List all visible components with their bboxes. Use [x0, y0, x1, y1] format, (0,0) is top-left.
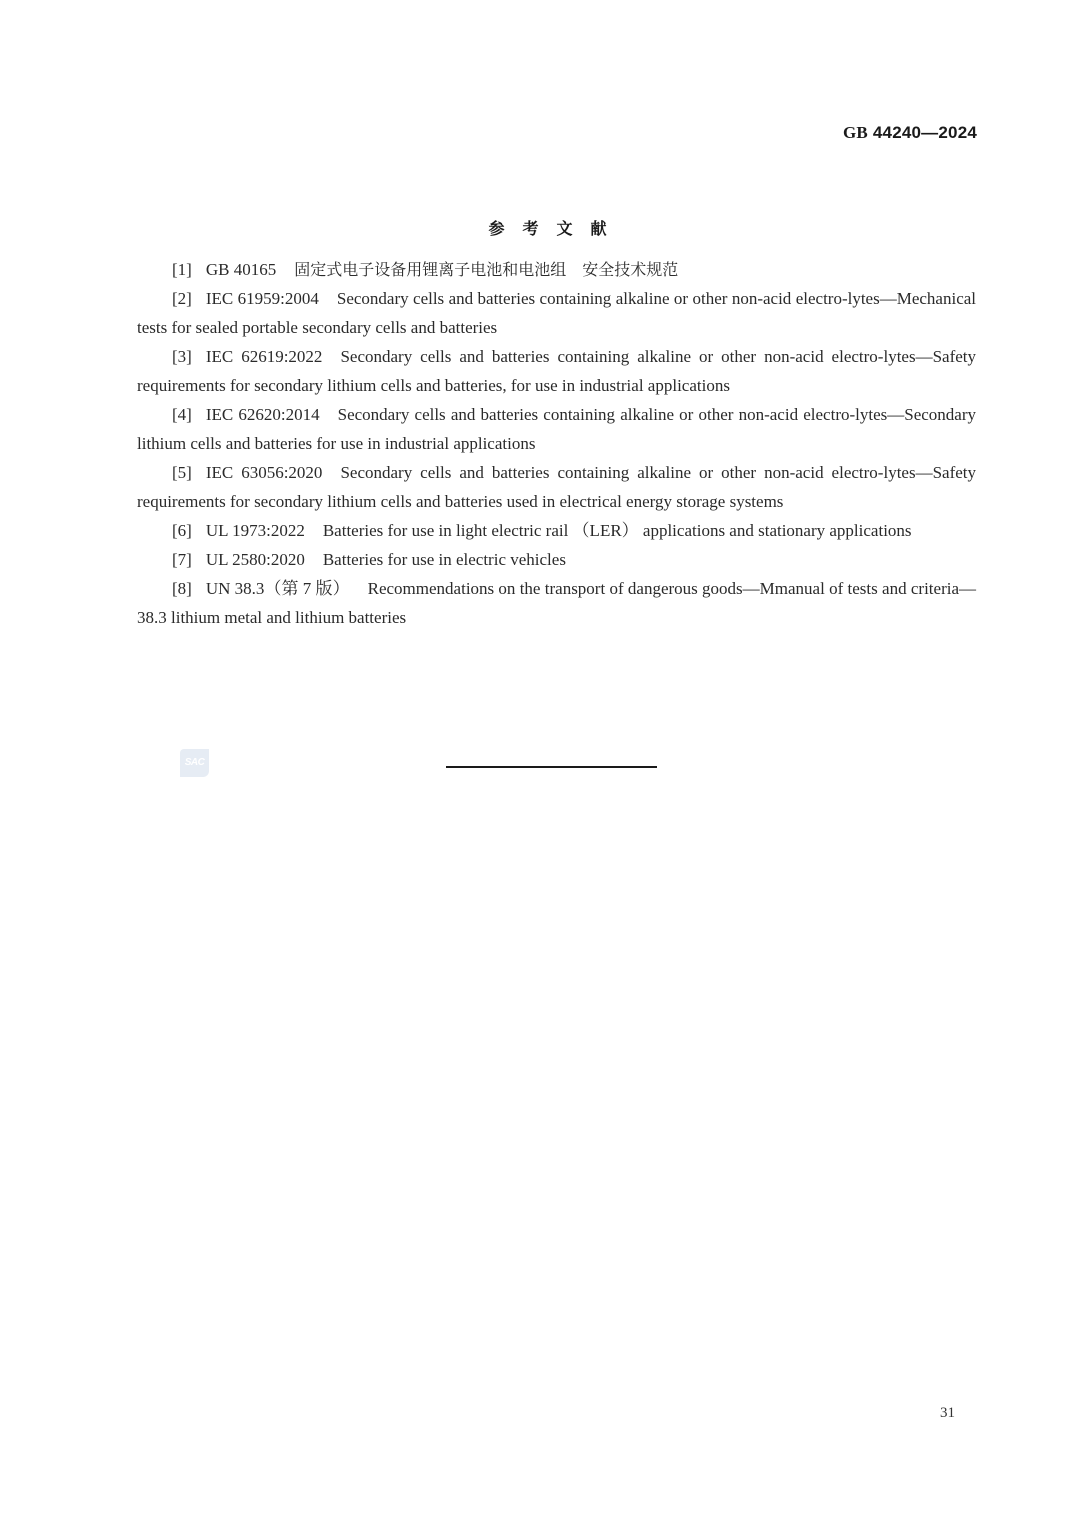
reference-title: Secondary cells and batteries containing alkaline or other non-acid electro-lytes—Safety requirements for secondary lithium cells and batteries, for use in industrial applications: [137, 347, 977, 395]
reference-number: [3]: [172, 347, 192, 366]
reference-item: [137, 284, 976, 342]
page-number: 31: [940, 1405, 955, 1421]
reference-number: [2]: [172, 289, 192, 308]
end-of-document-rule: [446, 766, 657, 768]
reference-list: [137, 255, 976, 632]
reference-code: UL 1973:2022: [205, 521, 305, 540]
standard-prefix: GB: [843, 123, 868, 142]
reference-code: GB 40165: [205, 260, 277, 279]
reference-item: [137, 545, 976, 574]
reference-number: [1]: [172, 260, 192, 279]
reference-code: IEC 62619:2022: [205, 347, 323, 366]
reference-title: 固定式电子设备用锂离子电池和电池组 安全技术规范: [294, 260, 679, 279]
reference-item: [137, 458, 976, 516]
reference-code: IEC 63056:2020: [205, 463, 323, 482]
reference-item: [137, 574, 976, 632]
reference-number: [6]: [172, 521, 192, 540]
reference-code: UL 2580:2020: [205, 550, 305, 569]
reference-code: IEC 62620:2014: [205, 405, 320, 424]
reference-code: IEC 61959:2004: [205, 289, 319, 308]
reference-title: Secondary cells and batteries containing alkaline or other non-acid electro-lytes—Mechanical tests for sealed portable secondary cells and batteries: [137, 289, 977, 337]
reference-title: Batteries for use in electric vehicles: [322, 550, 566, 569]
reference-number: [8]: [172, 579, 192, 598]
reference-item: [137, 342, 976, 400]
reference-item: [137, 516, 976, 545]
reference-number: [5]: [172, 463, 192, 482]
reference-title: Recommendations on the transport of dangerous goods—Mmanual of tests and criteria—38.3 lithium metal and lithium batteries: [137, 579, 976, 627]
standard-code: [843, 123, 977, 143]
standard-number: 44240—2024: [872, 123, 977, 142]
reference-number: [7]: [172, 550, 192, 569]
reference-title: Batteries for use in light electric rail （LER） applications and stationary applications: [322, 521, 912, 540]
reference-title: Secondary cells and batteries containing alkaline or other non-acid electro-lytes—Safety requirements for secondary lithium cells and batteries used in electrical energy storage systems: [137, 463, 977, 511]
reference-title: Secondary cells and batteries containing alkaline or other non-acid electro-lytes—Secondary lithium cells and batteries for use in industrial applications: [137, 405, 977, 453]
reference-item: [137, 400, 976, 458]
sac-watermark-logo-icon: SAC: [180, 749, 209, 777]
section-title: 参考文献: [488, 219, 625, 238]
reference-item: [137, 255, 976, 284]
reference-number: [4]: [172, 405, 192, 424]
reference-code: UN 38.3（第 7 版）: [205, 579, 350, 598]
